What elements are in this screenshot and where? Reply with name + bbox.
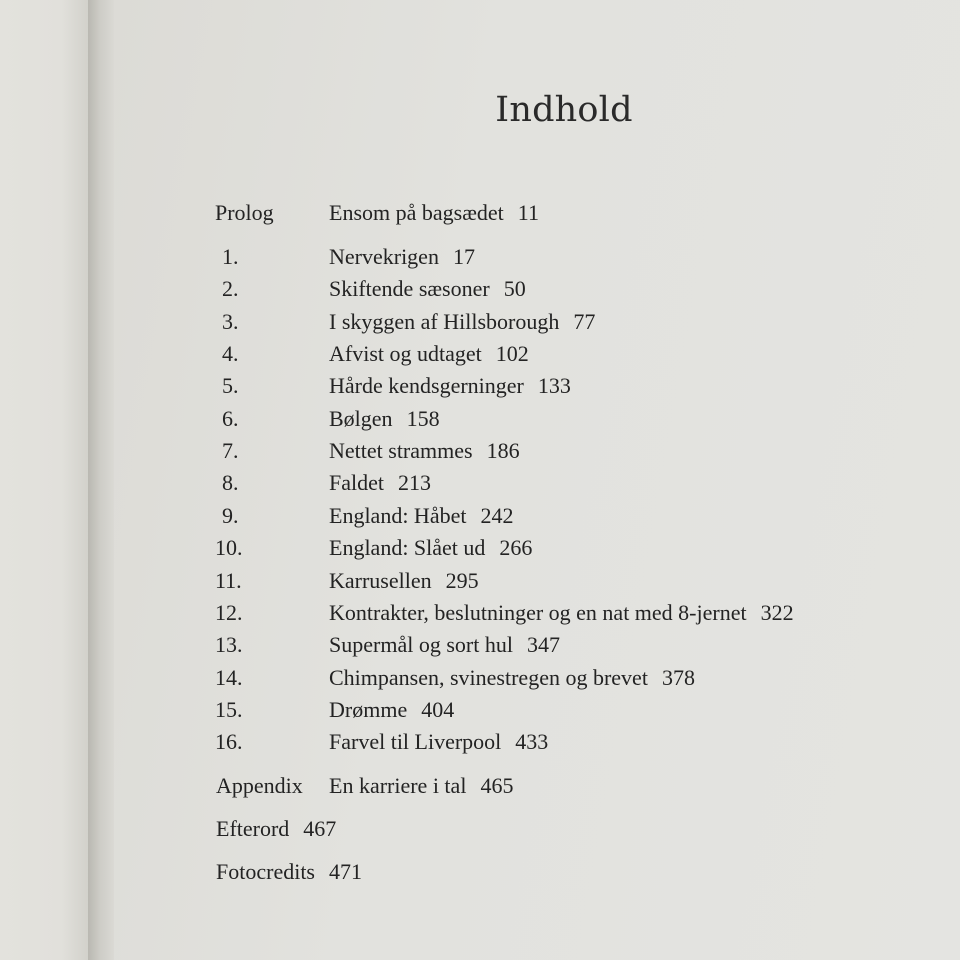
toc-title-group (329, 199, 539, 227)
chapter-title: Bølgen (329, 406, 393, 431)
toc-title-group (329, 664, 695, 692)
chapter-title: Farvel til Liverpool (329, 729, 502, 754)
chapter-title: Faldet (329, 470, 384, 495)
toc-title-group (329, 728, 548, 756)
chapter-number: 5. (222, 373, 239, 398)
chapter-number: 10. (215, 535, 243, 560)
toc-entry-fotocredits (216, 858, 362, 886)
chapter-number: 6. (222, 406, 239, 431)
toc-title-group (329, 772, 513, 800)
toc-page-number: 467 (303, 816, 337, 841)
toc-title: En karriere i tal (329, 773, 467, 798)
chapter-title: Karrusellen (329, 568, 432, 593)
chapter-title: England: Slået ud (329, 535, 486, 560)
toc-page-number: 404 (421, 697, 455, 722)
toc-title-group (329, 405, 440, 433)
toc-entry-efterord (216, 815, 336, 843)
chapter-number: 4. (222, 341, 239, 366)
toc-title-group (329, 534, 532, 562)
toc-title-group (329, 502, 513, 530)
toc-page-number: 186 (486, 438, 520, 463)
toc-page-number: 322 (760, 600, 794, 625)
chapter-number: 13. (215, 632, 243, 657)
toc-page-number: 295 (445, 568, 479, 593)
toc-title-group (329, 243, 475, 271)
chapter-number: 8. (222, 470, 239, 495)
chapter-number: 14. (215, 665, 243, 690)
toc-title-group (329, 275, 526, 303)
toc-page-number: 50 (503, 276, 526, 301)
toc-page-number: 347 (526, 632, 560, 657)
toc-page-number: 213 (398, 470, 431, 495)
chapter-number: 11. (215, 568, 242, 593)
chapter-number: 7. (222, 438, 239, 463)
toc-title-group (329, 437, 520, 465)
toc-title-group (329, 631, 560, 659)
toc-page-number: 242 (480, 503, 514, 528)
chapter-title: Supermål og sort hul (329, 632, 513, 657)
toc-title-group (329, 599, 794, 627)
toc-label: Appendix (216, 773, 303, 798)
chapter-title: Nervekrigen (329, 244, 439, 269)
toc-page-number: 433 (515, 729, 549, 754)
toc-page-number: 158 (406, 406, 440, 431)
toc-title-group (329, 372, 571, 400)
toc-title: Fotocredits (216, 859, 315, 884)
toc-title-group (329, 308, 595, 336)
chapter-number: 15. (215, 697, 243, 722)
toc-title-group (329, 567, 479, 595)
page-heading: Indhold (495, 90, 633, 130)
toc-title-group (329, 469, 431, 497)
chapter-number: 1. (222, 244, 239, 269)
left-page (0, 0, 88, 960)
chapter-title: England: Håbet (329, 503, 467, 528)
toc-title: Efterord (216, 816, 290, 841)
toc-page-number: 266 (499, 535, 533, 560)
toc-title-group (329, 696, 454, 724)
toc-page-number: 11 (517, 200, 539, 225)
book-gutter (88, 0, 114, 960)
toc-label: Prolog (215, 200, 274, 225)
chapter-title: Kontrakter, beslutninger og en nat med 8-jernet (329, 600, 747, 625)
chapter-number: 2. (222, 276, 239, 301)
chapter-title: Nettet strammes (329, 438, 473, 463)
toc-title-group (329, 340, 529, 368)
chapter-title: I skyggen af Hillsborough (329, 309, 560, 334)
chapter-number: 16. (215, 729, 243, 754)
chapter-title: Hårde kendsgerninger (329, 373, 524, 398)
chapter-title: Afvist og udtaget (329, 341, 482, 366)
toc-page-number: 133 (537, 373, 571, 398)
chapter-number: 9. (222, 503, 239, 528)
chapter-title: Skiftende sæsoner (329, 276, 490, 301)
toc-page-number: 102 (495, 341, 529, 366)
chapter-number: 12. (215, 600, 243, 625)
toc-page-number: 465 (480, 773, 514, 798)
toc-page-number: 17 (452, 244, 475, 269)
toc-title: Ensom på bagsædet (329, 200, 504, 225)
chapter-title: Chimpansen, svinestregen og brevet (329, 665, 648, 690)
toc-page-number: 378 (661, 665, 695, 690)
toc-page-number: 471 (329, 859, 362, 884)
toc-page-number: 77 (573, 309, 596, 334)
chapter-title: Drømme (329, 697, 408, 722)
chapter-number: 3. (222, 309, 239, 334)
